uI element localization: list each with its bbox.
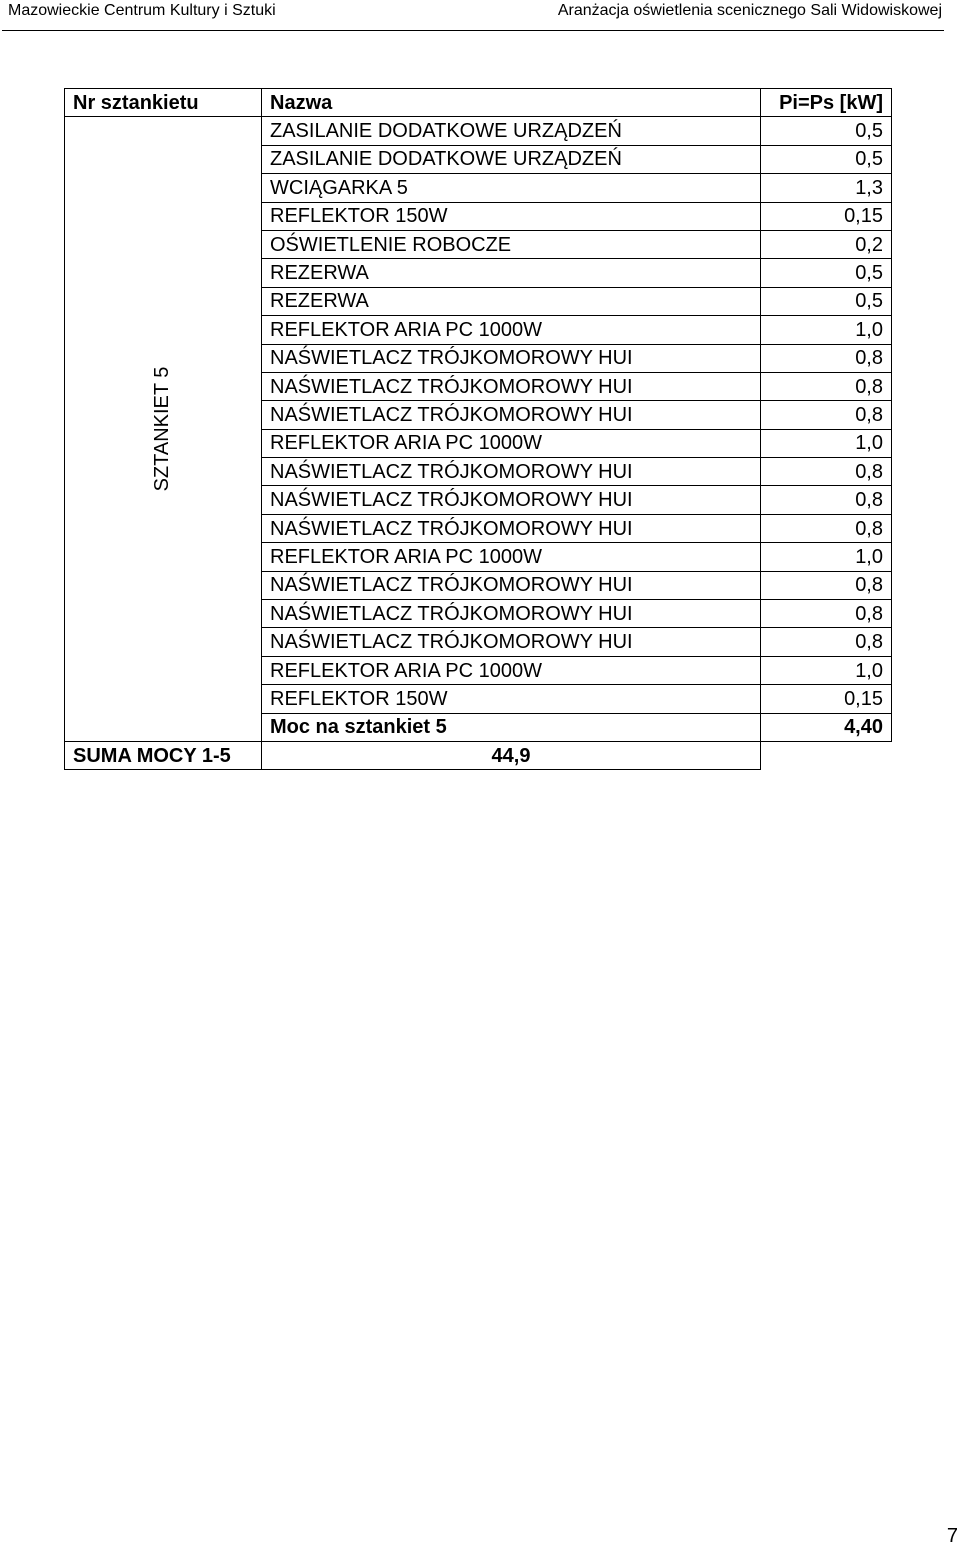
table-header-row: [65, 89, 892, 117]
row-name: NAŚWIETLACZ TRÓJKOMOROWY HUI: [262, 344, 761, 372]
row-name: OŚWIETLENIE ROBOCZE: [262, 230, 761, 258]
row-name: REFLEKTOR ARIA PC 1000W: [262, 316, 761, 344]
row-power: 1,0: [761, 429, 892, 457]
row-name: NAŚWIETLACZ TRÓJKOMOROWY HUI: [262, 571, 761, 599]
grand-total-label: SUMA MOCY 1-5: [65, 741, 262, 769]
row-power: 1,3: [761, 174, 892, 202]
row-name: NAŚWIETLACZ TRÓJKOMOROWY HUI: [262, 401, 761, 429]
row-power: 0,15: [761, 202, 892, 230]
subtotal-label: Moc na sztankiet 5: [262, 713, 761, 741]
row-power: 0,15: [761, 685, 892, 713]
row-power: 0,8: [761, 628, 892, 656]
header-divider: [2, 30, 944, 31]
row-power: 1,0: [761, 316, 892, 344]
row-name: NAŚWIETLACZ TRÓJKOMOROWY HUI: [262, 600, 761, 628]
row-name: ZASILANIE DODATKOWE URZĄDZEŃ: [262, 117, 761, 145]
table-row: [65, 117, 892, 145]
power-table: [64, 88, 892, 770]
row-name: REFLEKTOR 150W: [262, 685, 761, 713]
row-name: NAŚWIETLACZ TRÓJKOMOROWY HUI: [262, 372, 761, 400]
column-header-power: Pi=Ps [kW]: [761, 89, 892, 117]
row-power: 0,8: [761, 486, 892, 514]
row-power: 0,2: [761, 230, 892, 258]
row-power: 0,8: [761, 401, 892, 429]
header-document-title: Aranżacja oświetlenia scenicznego Sali Widowiskowej: [557, 2, 942, 19]
row-name: WCIĄGARKA 5: [262, 174, 761, 202]
row-power: 0,8: [761, 372, 892, 400]
header-organization: Mazowieckie Centrum Kultury i Sztuki: [8, 2, 276, 19]
page-number: 7: [946, 1525, 958, 1547]
row-power: 1,0: [761, 543, 892, 571]
row-power: 0,8: [761, 514, 892, 542]
row-power: 0,5: [761, 145, 892, 173]
subtotal-value: 4,40: [761, 713, 892, 741]
row-power: 0,8: [761, 600, 892, 628]
row-name: REFLEKTOR 150W: [262, 202, 761, 230]
grand-total-value: 44,9: [262, 741, 761, 769]
row-name: NAŚWIETLACZ TRÓJKOMOROWY HUI: [262, 458, 761, 486]
column-header-name: Nazwa: [262, 89, 761, 117]
row-name: REZERWA: [262, 259, 761, 287]
row-name: REFLEKTOR ARIA PC 1000W: [262, 429, 761, 457]
row-power: 1,0: [761, 656, 892, 684]
row-name: NAŚWIETLACZ TRÓJKOMOROWY HUI: [262, 628, 761, 656]
column-header-bar: Nr sztankietu: [65, 89, 262, 117]
row-power: 0,5: [761, 117, 892, 145]
bar-group-cell: [65, 117, 262, 742]
row-name: NAŚWIETLACZ TRÓJKOMOROWY HUI: [262, 486, 761, 514]
row-name: REZERWA: [262, 287, 761, 315]
row-power: 0,8: [761, 344, 892, 372]
row-name: NAŚWIETLACZ TRÓJKOMOROWY HUI: [262, 514, 761, 542]
row-name: REFLEKTOR ARIA PC 1000W: [262, 656, 761, 684]
row-power: 0,5: [761, 259, 892, 287]
row-name: REFLEKTOR ARIA PC 1000W: [262, 543, 761, 571]
row-name: ZASILANIE DODATKOWE URZĄDZEŃ: [262, 145, 761, 173]
row-power: 0,8: [761, 458, 892, 486]
row-power: 0,8: [761, 571, 892, 599]
bar-group-label: SZTANKIET 5: [151, 366, 173, 492]
empty-cell: [761, 741, 892, 769]
row-power: 0,5: [761, 287, 892, 315]
grand-total-row: [65, 741, 892, 769]
